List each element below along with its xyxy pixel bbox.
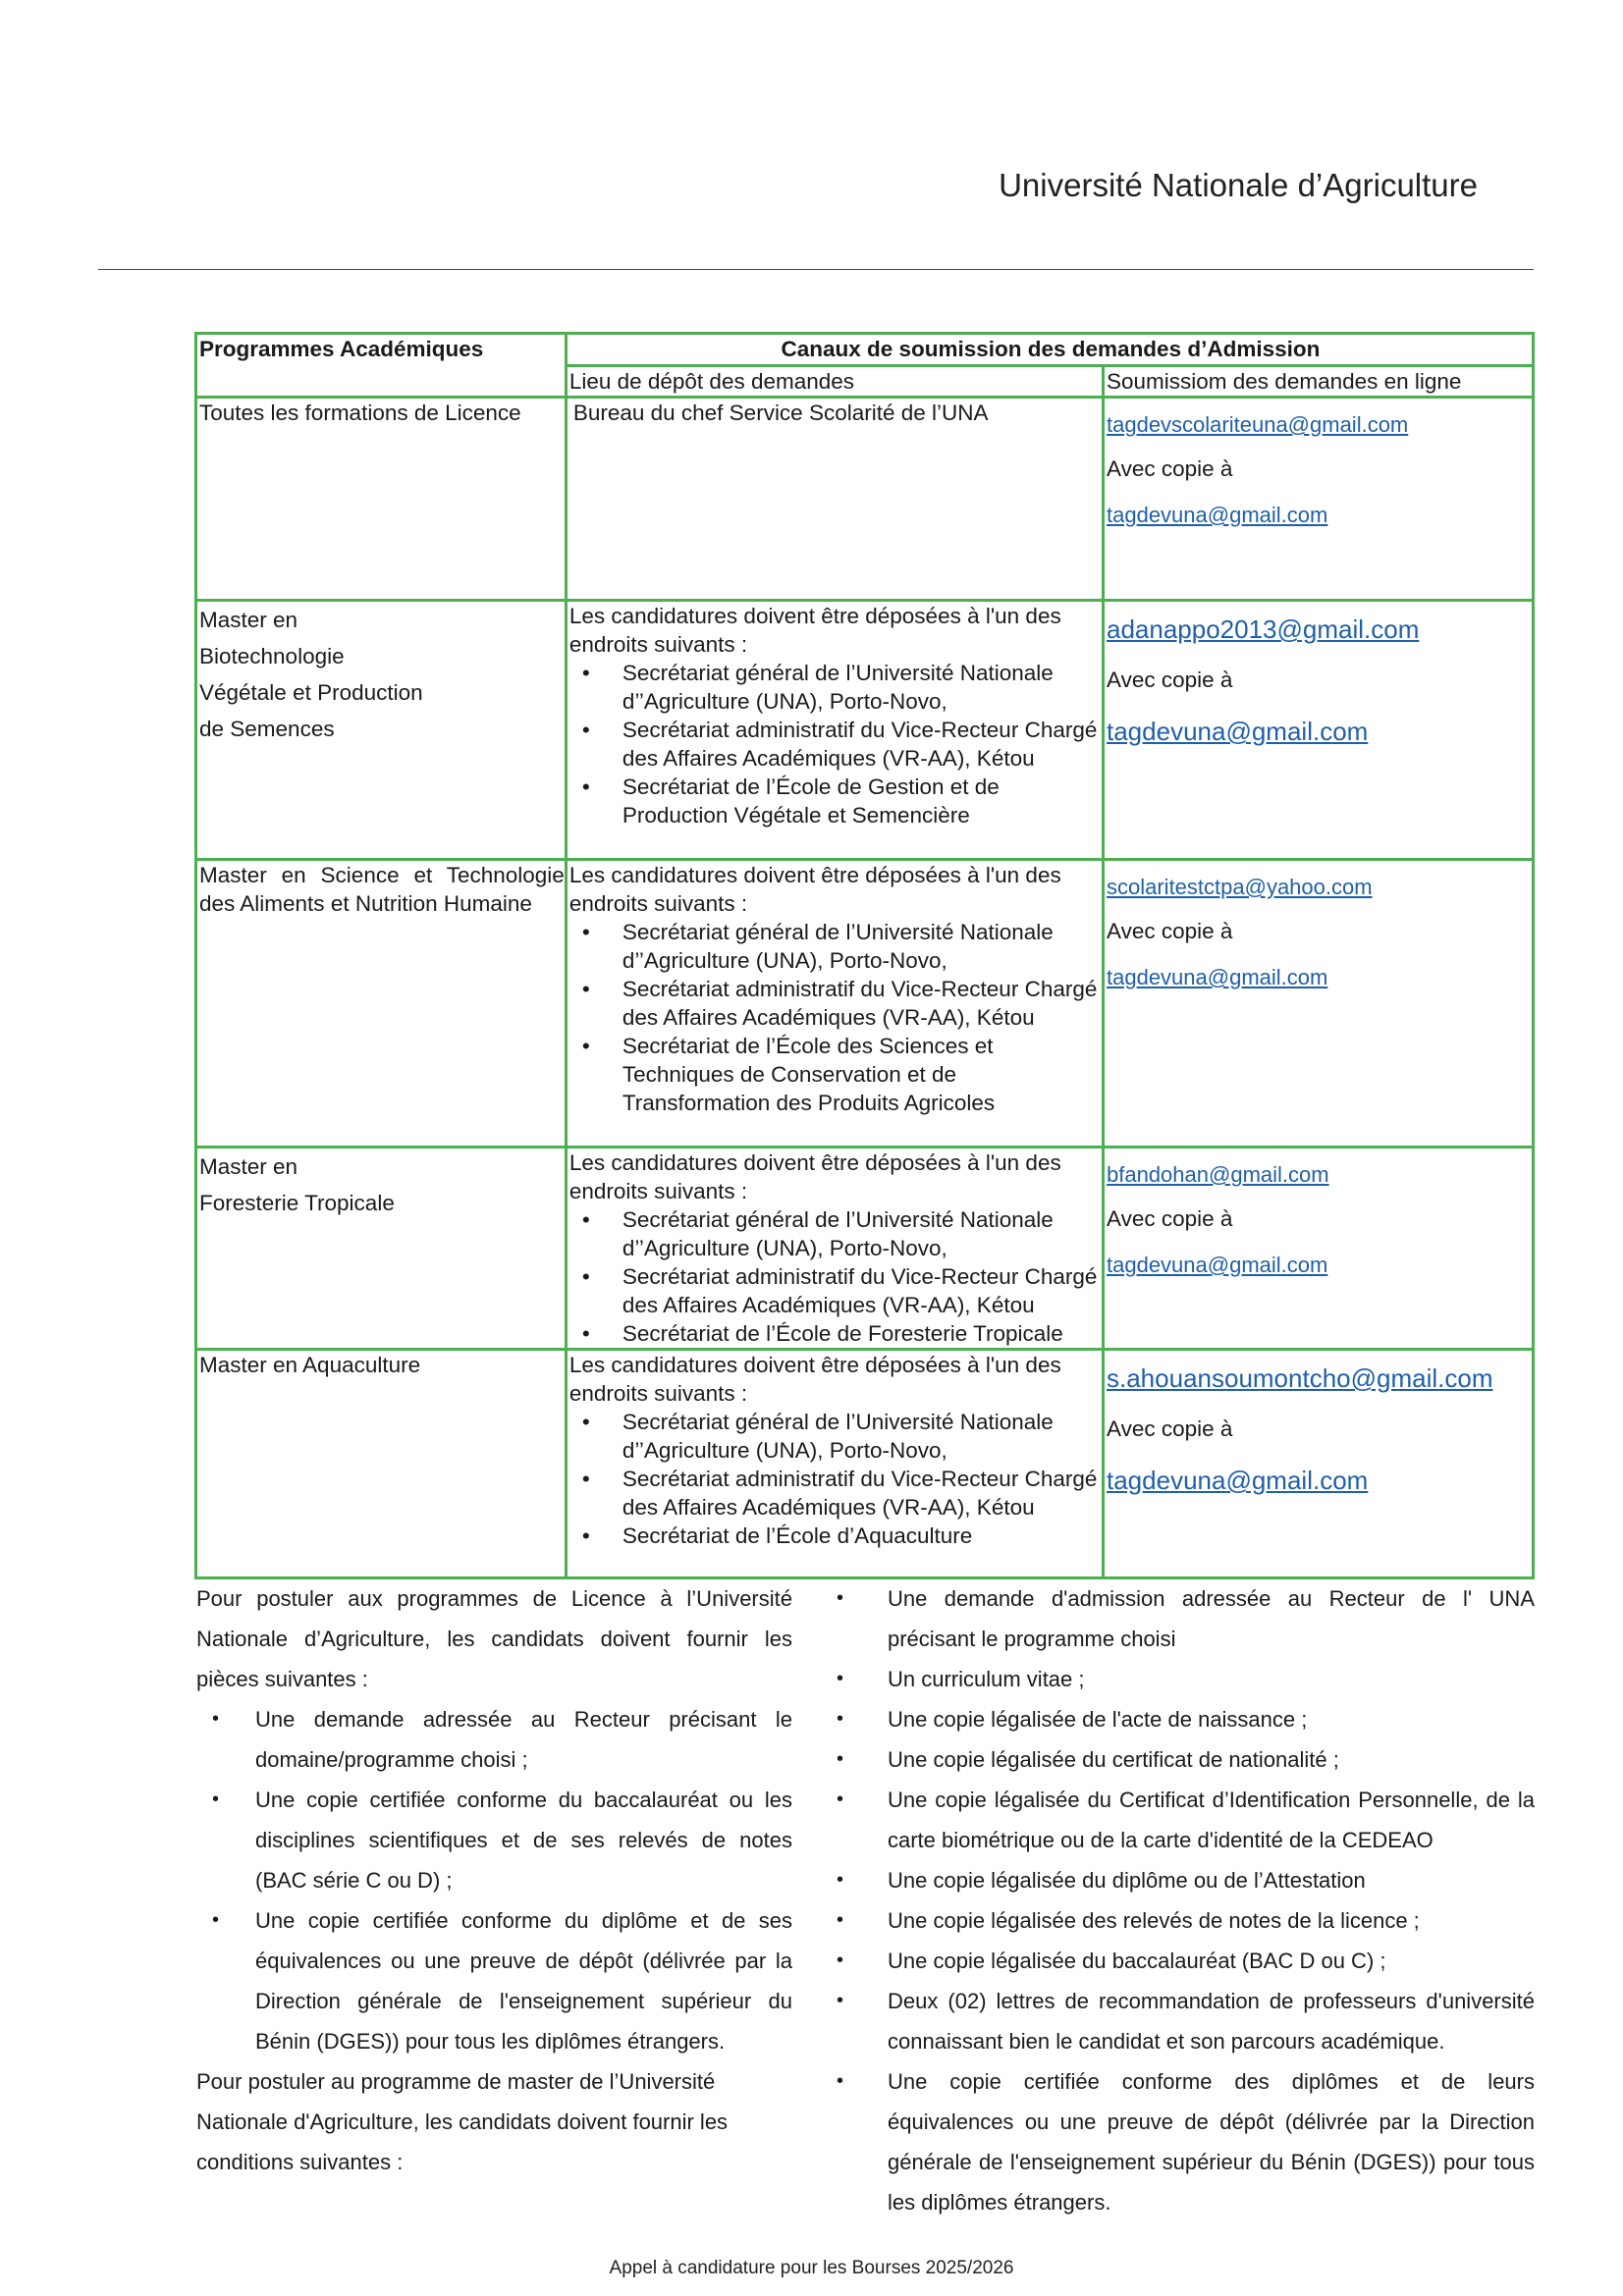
online-subheader: Soumissiom des demandes en ligne [1104,366,1534,398]
licence-requirements [196,1578,792,2182]
deposit-subheader: Lieu de dépôt des demandes [566,366,1103,398]
table-row [196,1350,1534,1578]
list-item: • Une copie légalisée du baccalauréat (BAC D ou C) ; [837,1941,1535,1981]
copy-label: Avec copie à [1107,456,1233,481]
list-item: • Secrétariat de l’École d’Aquaculture [569,1522,1102,1550]
online-cell [1104,1350,1534,1578]
list-item: • Une copie certifiée conforme des diplômes et de leurs équivalences ou une preuve de dépôt (délivrée par la Direction générale de l'enseignement supérieur du Bénin (DGES)) pour tous les diplômes étrangers. [837,2061,1535,2222]
cc-email-link[interactable]: tagdevuna@gmail.com [1107,717,1369,746]
list-item: • Secrétariat administratif du Vice-Recteur Chargé des Affaires Académiques (VR-AA), Kétou [569,716,1102,773]
cc-email-link[interactable]: tagdevuna@gmail.com [1107,503,1328,527]
master-requirements [837,1578,1535,2222]
list-item: • Deux (02) lettres de recommandation de professeurs d'université connaissant bien le candidat et son parcours académique. [837,1981,1535,2061]
email-link[interactable]: adanappo2013@gmail.com [1107,614,1420,644]
list-item: • Secrétariat de l’École de Foresterie Tropicale [569,1319,1102,1348]
copy-label: Avec copie à [1107,667,1233,692]
admission-channels-table [194,332,1535,1579]
list-item: • Secrétariat général de l’Université Nationale d’’Agriculture (UNA), Porto-Novo, [569,659,1102,716]
program-cell: Toutes les formations de Licence [196,398,567,601]
list-item: • Secrétariat administratif du Vice-Recteur Chargé des Affaires Académiques (VR-AA), Kétou [569,1465,1102,1522]
program-cell: Master en Aquaculture [196,1350,567,1578]
licence-intro: Pour postuler aux programmes de Licence à l’Université Nationale d’Agriculture, les candidats doivent fournir les pièces suivantes : [196,1586,792,1691]
table-row [196,1148,1534,1350]
copy-label: Avec copie à [1107,1416,1233,1441]
deposit-cell: Les candidatures doivent être déposées à l'un des endroits suivants : • Secrétariat général de l’Université Nationale d’’Agriculture (UNA), Porto-Novo, • Secrétariat administratif du Vice-Recteur Chargé des Affaires Académiques (VR-AA), Kétou • Secrétariat de l’École de Gestion et de Production Végétale et Semencière [566,601,1103,860]
list-item: • Un curriculum vitae ; [837,1659,1535,1699]
list-item: • Une copie certifiée conforme du diplôme et de ses équivalences ou une preuve de dépôt (délivrée par la Direction générale de l'enseignement supérieur du Bénin (DGES)) pour tous les diplômes étrangers. [196,1900,792,2061]
copy-label: Avec copie à [1107,1206,1233,1231]
list-item: • Secrétariat administratif du Vice-Recteur Chargé des Affaires Académiques (VR-AA), Kétou [569,975,1102,1032]
cc-email-link[interactable]: tagdevuna@gmail.com [1107,965,1328,989]
master-intro: Pour postuler au programme de master de l’Université Nationale d'Agriculture, les candidats doivent fournir les conditions suivantes : [196,2069,729,2174]
cc-email-link[interactable]: tagdevuna@gmail.com [1107,1253,1328,1277]
deposit-cell: Les candidatures doivent être déposées à l'un des endroits suivants : • Secrétariat général de l’Université Nationale d’’Agriculture (UNA), Porto-Novo, • Secrétariat administratif du Vice-Recteur Chargé des Affaires Académiques (VR-AA), Kétou • Secrétariat de l’École de Foresterie Tropicale [566,1148,1103,1350]
list-item: • Une copie légalisée du diplôme ou de l’Attestation [837,1860,1535,1900]
programs-column-header: Programmes Académiques [196,334,567,398]
email-link[interactable]: bfandohan@gmail.com [1107,1162,1329,1187]
table-row [196,860,1534,1148]
table-row [196,398,1534,601]
page-footer: Appel à candidature pour les Bourses 2025/2026 [609,2258,1014,2278]
online-cell [1104,860,1534,1148]
list-item: • Une copie légalisée de l'acte de naissance ; [837,1699,1535,1739]
email-link[interactable]: s.ahouansoumontcho@gmail.com [1107,1363,1493,1393]
program-cell: Master en Biotechnologie Végétale et Production de Semences [196,601,567,860]
copy-label: Avec copie à [1107,919,1233,943]
header-divider [98,269,1534,270]
list-item: • Secrétariat général de l’Université Nationale d’’Agriculture (UNA), Porto-Novo, [569,1408,1102,1465]
list-item: • Secrétariat général de l’Université Nationale d’’Agriculture (UNA), Porto-Novo, [569,918,1102,975]
table-row [196,601,1534,860]
list-item: • Une copie légalisée du Certificat d’Identification Personnelle, de la carte biométrique ou de la carte d'identité de la CEDEAO [837,1780,1535,1860]
deposit-cell: Bureau du chef Service Scolarité de l’UNA [566,398,1103,601]
program-cell: Master en Science et Technologie des Aliments et Nutrition Humaine [196,860,567,1148]
list-item: • Une copie légalisée des relevés de notes de la licence ; [837,1900,1535,1941]
email-link[interactable]: tagdevscolariteuna@gmail.com [1107,412,1409,437]
list-item: • Secrétariat général de l’Université Nationale d’’Agriculture (UNA), Porto-Novo, [569,1205,1102,1262]
online-cell [1104,1148,1534,1350]
list-item: • Une demande adressée au Recteur précisant le domaine/programme choisi ; [196,1699,792,1780]
list-item: • Une copie certifiée conforme du baccalauréat ou les disciplines scientifiques et de ses relevés de notes (BAC série C ou D) ; [196,1780,792,1900]
list-item: • Secrétariat administratif du Vice-Recteur Chargé des Affaires Académiques (VR-AA), Kétou [569,1262,1102,1319]
cc-email-link[interactable]: tagdevuna@gmail.com [1107,1466,1369,1495]
list-item: • Une demande d'admission adressée au Recteur de l' UNA précisant le programme choisi [837,1578,1535,1659]
list-item: • Une copie légalisée du certificat de nationalité ; [837,1739,1535,1780]
deposit-cell: Les candidatures doivent être déposées à l'un des endroits suivants : • Secrétariat général de l’Université Nationale d’’Agriculture (UNA), Porto-Novo, • Secrétariat administratif du Vice-Recteur Chargé des Affaires Académiques (VR-AA), Kétou • Secrétariat de l’École d’Aquaculture [566,1350,1103,1578]
institution-title: Université Nationale d’Agriculture [999,167,1478,203]
email-link[interactable]: scolaritestctpa@yahoo.com [1107,875,1373,899]
list-item: • Secrétariat de l’École des Sciences et Techniques de Conservation et de Transformation des Produits Agricoles [569,1032,1102,1117]
channels-column-header: Canaux de soumission des demandes d’Admission [566,334,1533,366]
online-cell [1104,398,1534,601]
online-cell [1104,601,1534,860]
program-cell: Master en Foresterie Tropicale [196,1148,567,1350]
list-item: • Secrétariat de l’École de Gestion et de Production Végétale et Semencière [569,773,1102,829]
deposit-cell: Les candidatures doivent être déposées à l'un des endroits suivants : • Secrétariat général de l’Université Nationale d’’Agriculture (UNA), Porto-Novo, • Secrétariat administratif du Vice-Recteur Chargé des Affaires Académiques (VR-AA), Kétou • Secrétariat de l’École des Sciences et Techniques de Conservation et de Transformation des Produits Agricoles [566,860,1103,1148]
